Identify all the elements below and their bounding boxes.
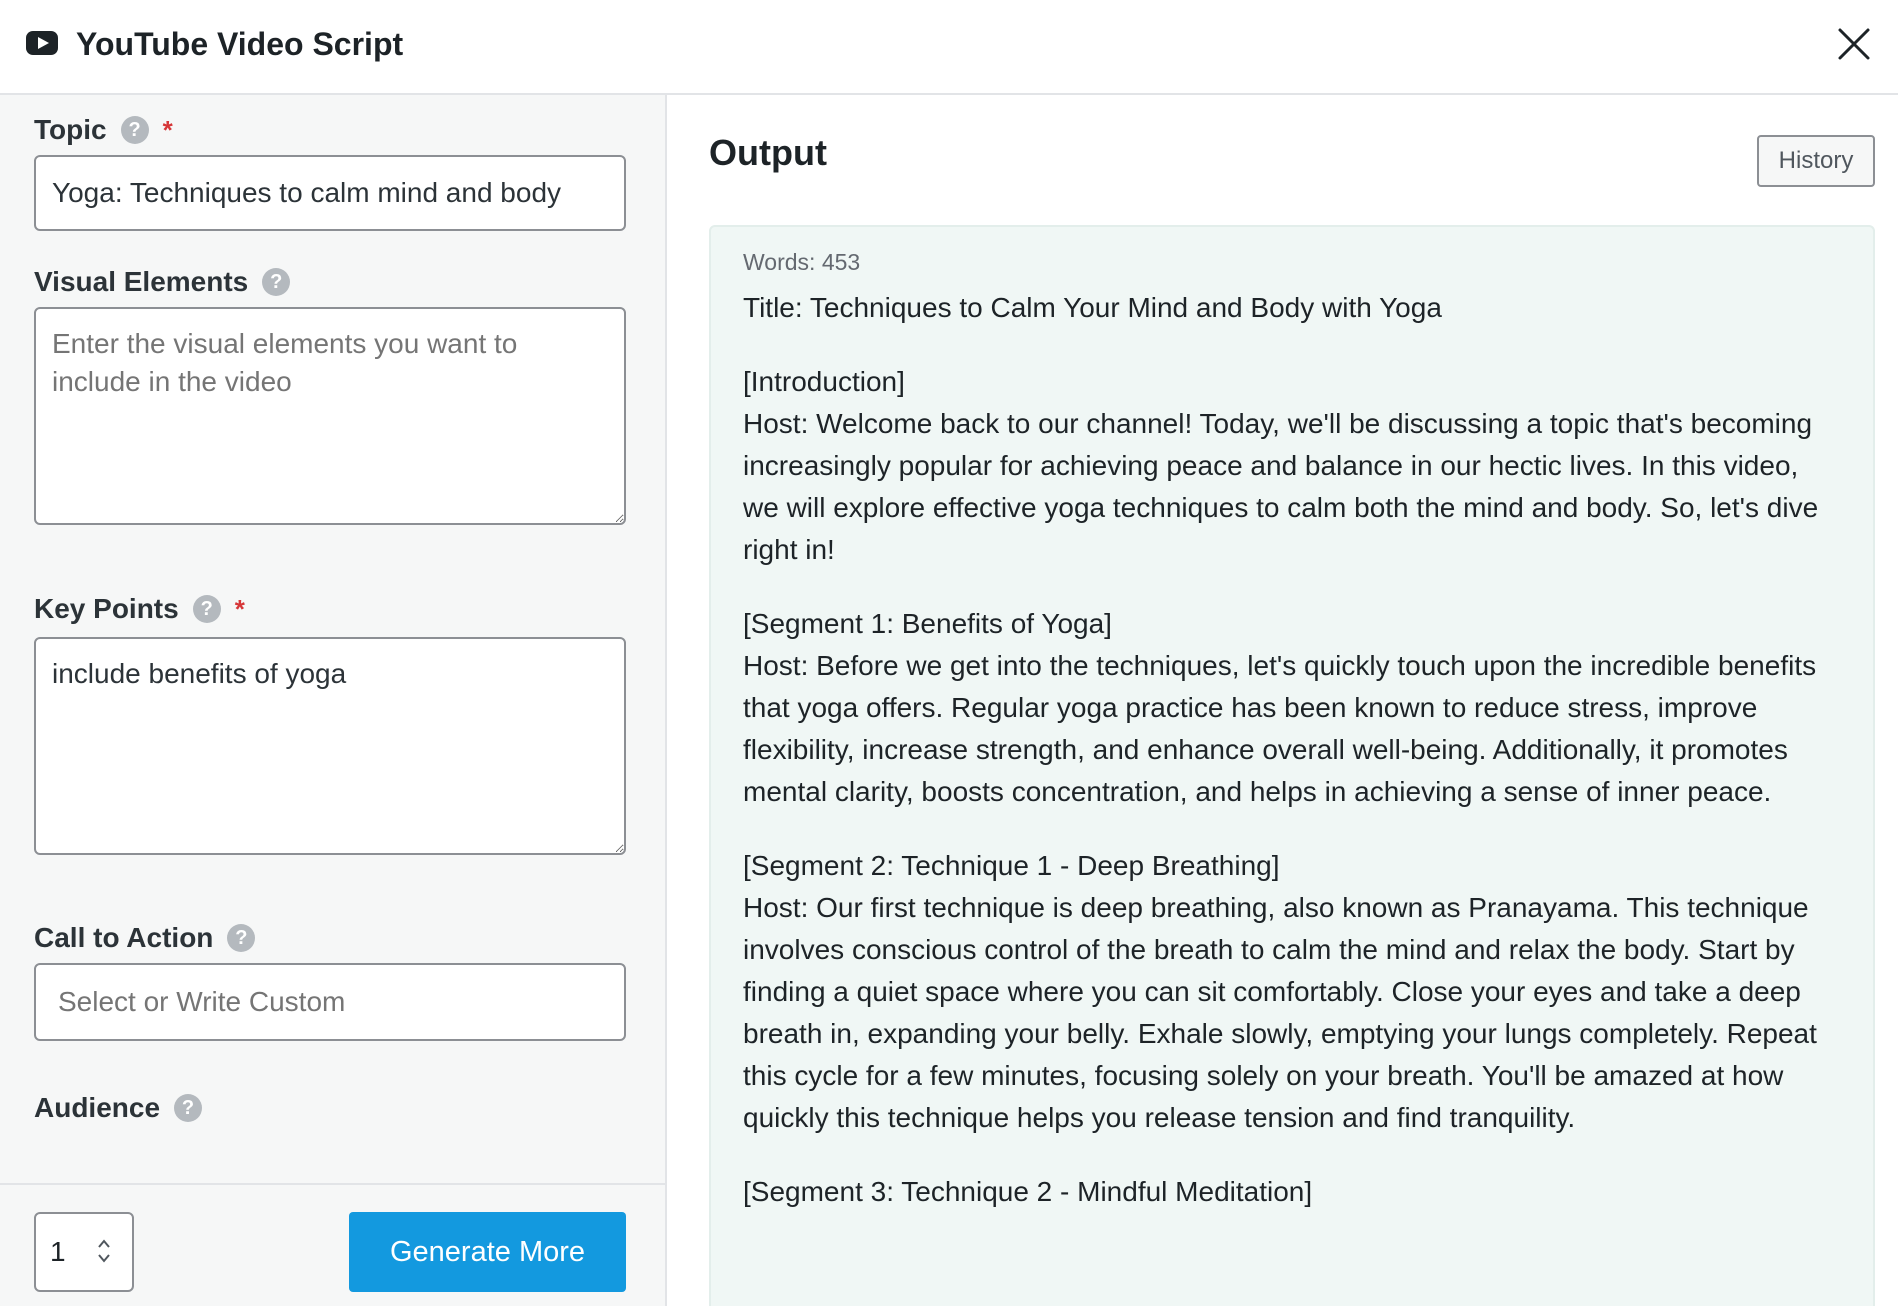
key-points-textarea[interactable]	[34, 637, 626, 855]
modal-title: YouTube Video Script	[76, 26, 404, 62]
call-to-action-input[interactable]	[34, 963, 626, 1041]
help-icon[interactable]: ?	[227, 924, 255, 952]
script-section	[743, 1171, 1841, 1213]
section-heading: [Segment 2: Technique 1 - Deep Breathing]	[743, 850, 1280, 881]
form-footer	[0, 1183, 665, 1306]
output-panel	[667, 95, 1898, 1306]
history-button[interactable]: History	[1757, 135, 1875, 187]
form-panel	[0, 95, 667, 1306]
modal-header	[0, 0, 1898, 95]
audience-label-text: Audience	[34, 1092, 161, 1123]
script-title: Title: Techniques to Calm Your Mind and Body with Yoga	[743, 292, 1442, 323]
audience-label	[34, 1091, 202, 1125]
help-icon[interactable]: ?	[174, 1094, 202, 1122]
stepper-arrows-icon[interactable]	[96, 1236, 112, 1266]
call-to-action-label	[34, 921, 255, 955]
section-body: Host: Our first technique is deep breathing, also known as Pranayama. This technique involves conscious control of the breath to calm the mind and relax the body. Start by finding a quiet space where you can sit comfortably. Close your eyes and take a deep breath in, expanding your belly. Exhale slowly, emptying your lungs completely. Repeat this cycle for a few minutes, focusing solely on your breath. You'll be amazed at how quickly this technique helps you release tension and find tranquility.	[743, 892, 1817, 1133]
count-value: 1	[50, 1236, 66, 1267]
topic-label	[34, 113, 173, 147]
required-marker: *	[234, 594, 245, 624]
section-heading: [Introduction]	[743, 366, 905, 397]
help-icon[interactable]: ?	[262, 268, 290, 296]
count-stepper[interactable]	[34, 1212, 134, 1292]
section-body: Host: Welcome back to our channel! Today, we'll be discussing a topic that's becoming increasingly popular for achieving peace and balance in our hectic lives. In this video, we will explore effective yoga techniques to calm both the mind and body. So, let's dive right in!	[743, 408, 1819, 565]
visual-elements-label	[34, 265, 290, 299]
generate-more-button[interactable]: Generate More	[349, 1212, 626, 1292]
key-points-label-text: Key Points	[34, 593, 179, 624]
visual-elements-textarea[interactable]	[34, 307, 626, 525]
script-section	[743, 361, 1841, 571]
visual-elements-label-text: Visual Elements	[34, 266, 249, 297]
topic-input[interactable]	[34, 155, 626, 231]
topic-label-text: Topic	[34, 114, 107, 145]
section-heading: [Segment 1: Benefits of Yoga]	[743, 608, 1112, 639]
required-marker: *	[162, 115, 173, 145]
word-count: Words: 453	[743, 249, 861, 275]
script-section	[743, 603, 1841, 813]
output-title: Output	[709, 132, 827, 173]
youtube-icon	[26, 31, 58, 55]
help-icon[interactable]: ?	[121, 116, 149, 144]
call-to-action-label-text: Call to Action	[34, 922, 214, 953]
help-icon[interactable]: ?	[193, 595, 221, 623]
section-body: Host: Before we get into the techniques, let's quickly touch upon the incredible benefits that yoga offers. Regular yoga practice has been known to reduce stress, improve flexibility, increase strength, and enhance overall well-being. Additionally, it promotes mental clarity, boosts concentration, and helps in achieving a sense of inner peace.	[743, 650, 1817, 807]
close-icon[interactable]	[1836, 26, 1872, 62]
section-heading: [Segment 3: Technique 2 - Mindful Meditation]	[743, 1176, 1313, 1207]
script-section	[743, 845, 1841, 1139]
key-points-label	[34, 592, 245, 626]
output-box	[709, 225, 1875, 1306]
